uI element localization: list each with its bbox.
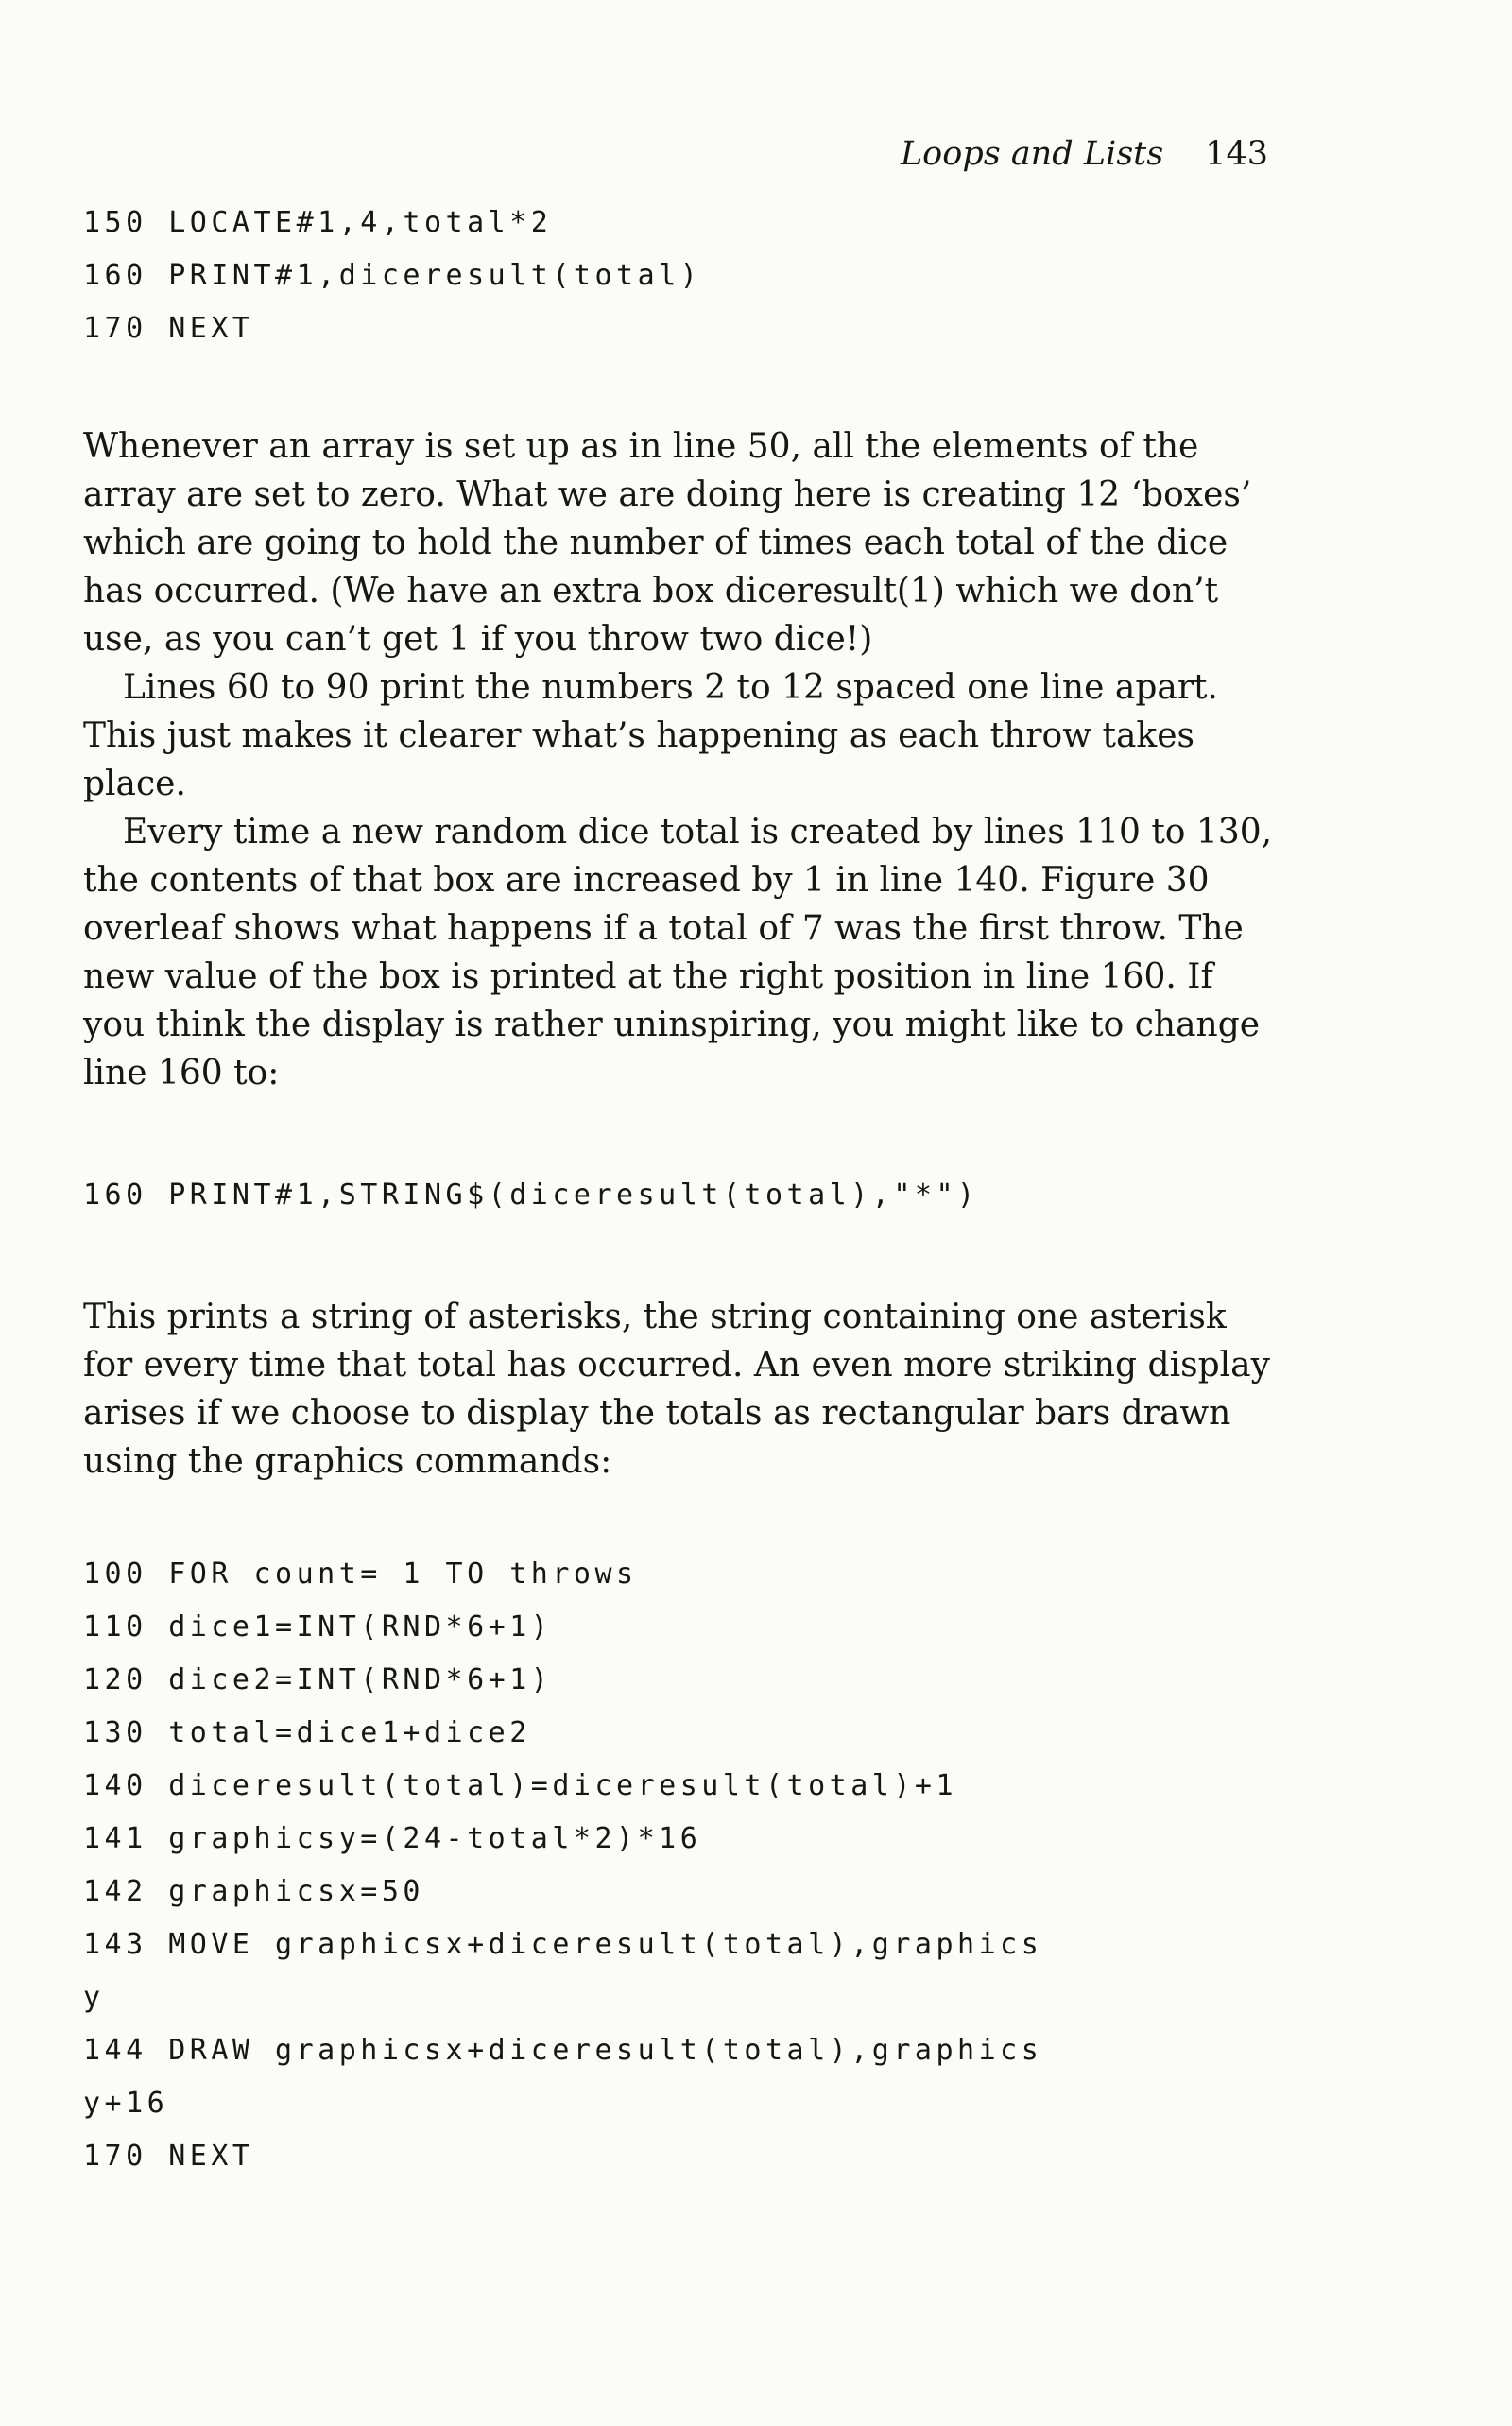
body-text-2 [83,1293,1274,1486]
paragraph: This prints a string of asterisks, the string containing one asterisk for every time that total has occurred. An even more striking display arises if we choose to display the totals as rectangular bars drawn using the graphics commands: [83,1298,1270,1481]
code-line: 170 NEXT [83,2140,254,2173]
chapter-title: Loops and Lists [900,135,1164,173]
code-line: y [83,1981,105,2014]
paragraph: Every time a new random dice total is created by lines 110 to 130, the contents of that box are increased by 1 in line 140. Figure 30 overleaf shows what happens if a total of 7 was the first throw. The new value of the box is printed at the right position in line 160. If you think the display is rather uninspiring, you might like to change line 160 to: [83,813,1273,1093]
page-number: 143 [1205,135,1268,173]
code-listing-1 [83,197,701,355]
code-line: y+16 [83,2087,169,2120]
code-line: 100 FOR count= 1 TO throws [83,1557,638,1591]
code-listing-3 [83,1548,1042,2183]
paragraph: Lines 60 to 90 print the numbers 2 to 12 spaced one line apart. This just makes it clearer what’s happening as each throw takes place. [83,668,1218,803]
code-line: 150 LOCATE#1,4,total*2 [83,206,553,239]
code-line: 130 total=dice1+dice2 [83,1716,531,1749]
running-head [901,130,1268,178]
paragraph: Whenever an array is set up as in line 50, all the elements of the array are set to zero. What we are doing here is creating 12 ‘boxes’ which are going to hold the number of times each total of the dice has occurred. (We have an extra box diceresult(1) which we don’t use, as you can’t get 1 if you throw two dice!) [83,427,1252,659]
code-line: 143 MOVE graphicsx+diceresult(total),graphics [83,1928,1043,1961]
code-line: 160 PRINT#1,STRING$(diceresult(total),"*") [83,1179,979,1212]
code-listing-2 [83,1169,979,1222]
code-line: 120 dice2=INT(RND*6+1) [83,1663,553,1696]
code-line: 140 diceresult(total)=diceresult(total)+1 [83,1769,958,1802]
code-line: 160 PRINT#1,diceresult(total) [83,259,702,292]
code-line: 110 dice1=INT(RND*6+1) [83,1610,553,1643]
code-line: 170 NEXT [83,312,254,345]
code-line: 141 graphicsy=(24-total*2)*16 [83,1822,702,1855]
body-text-1 [83,422,1274,1097]
code-line: 144 DRAW graphicsx+diceresult(total),graphics [83,2034,1043,2067]
code-line: 142 graphicsx=50 [83,1875,424,1908]
